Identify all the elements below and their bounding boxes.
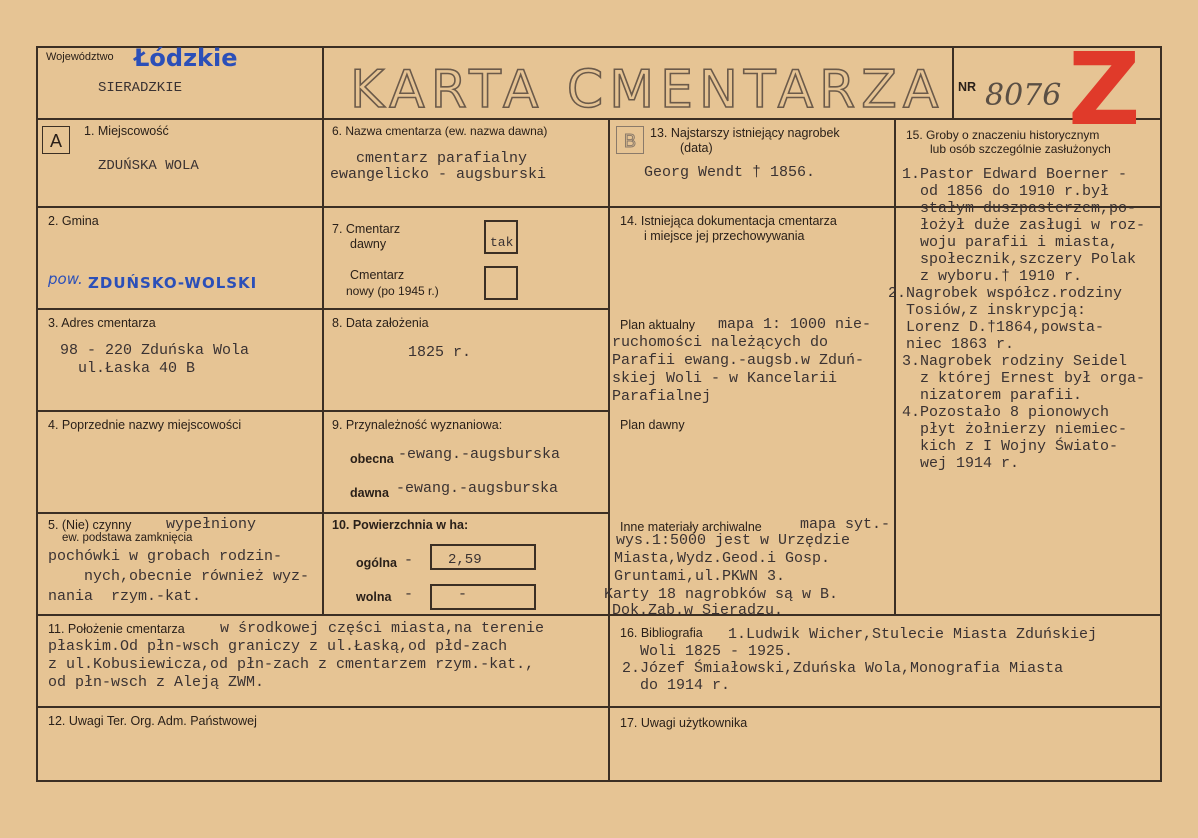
f11-line-3: z ul.Kobusiewicza,od płn-zach z cmentarzem rzym.-kat., [48,656,535,673]
f15-line-2: od 1856 do 1910 r.był [902,183,1110,200]
f5-label-1: 5. (Nie) czynny [48,518,132,532]
f13-value: Georg Wendt † 1856. [644,164,816,181]
f10-free-label: wolna [356,590,392,604]
f14-other-line-1: mapa syt.- [800,516,891,533]
f7-old-label-2: dawny [350,237,387,251]
divider-row6 [36,614,1162,616]
f3-line-1: 98 - 220 Zduńska Wola [60,342,250,359]
f9-current-value: -ewang.-augsburska [398,446,561,463]
f15-line-8: 2.Nagrobek współcz.rodziny [888,285,1123,302]
divider-nr [952,46,954,118]
f16-line-1: 1.Ludwik Wicher,Stulecie Miasta Zduńskiej [728,626,1098,643]
f15-line-3: stałym duszpasterzem,po- [902,200,1137,217]
f5-line-3: nych,obecnie również wyz- [84,568,310,585]
f13-label-2: (data) [680,141,713,155]
f16-label: 16. Bibliografia [620,626,703,640]
f8-value: 1825 r. [408,344,472,361]
f11-label: 11. Położenie cmentarza [48,622,185,636]
f14-plan-line-5: Parafialnej [612,388,712,405]
f10-free-value: - [458,586,468,603]
divider-col2 [608,118,610,782]
f12-label: 12. Uwagi Ter. Org. Adm. Państwowej [48,714,257,728]
f4-label: 4. Poprzednie nazwy miejscowości [48,418,242,432]
f14-label-1: 14. Istniejąca dokumentacja cmentarza [620,214,837,228]
f9-past-value: -ewang.-augsburska [396,480,559,497]
f14-other-line-5: Karty 18 nagrobków są w B. [604,586,839,603]
f15-line-10: Lorenz D.†1864,powsta- [888,319,1105,336]
f15-line-1: 1.Pastor Edward Boerner - [902,166,1128,183]
f7-new-label-2: nowy (po 1945 r.) [346,284,439,298]
divider-row7 [36,706,1162,708]
f11-line-2: płaskim.Od płn-wsch graniczy z ul.Łaską,od płd-zach [48,638,508,655]
f14-plan-past-label: Plan dawny [620,418,685,432]
f3-label: 3. Adres cmentarza [48,316,156,330]
f9-label: 9. Przynależność wyznaniowa: [332,418,503,432]
section-a-box: A [42,126,70,154]
f9-current-label: obecna [350,452,394,466]
f10-label: 10. Powierzchnia w ha: [332,518,469,532]
f3-line-2: ul.Łaska 40 B [78,360,196,377]
divider-col1 [322,46,324,614]
f8-label: 8. Data założenia [332,316,429,330]
wojewodztwo-value: Łódzkie [134,44,238,72]
f15-line-15: 4.Pozostało 8 pionowych [902,404,1110,421]
free-area-field[interactable] [430,584,536,610]
f6-line-1: cmentarz parafialny [356,150,528,167]
nr-value: 8076 [985,78,1062,113]
f15-line-12: 3.Nagrobek rodziny Seidel [902,353,1128,370]
total-area-field[interactable] [430,544,536,570]
f15-line-17: kich z I Wojny Świato- [902,438,1119,455]
f2-label: 2. Gmina [48,214,99,228]
f7-new-label-1: Cmentarz [350,268,405,282]
f14-plan-current-label: Plan aktualny [620,318,696,332]
f5-label-2: ew. podstawa zamknięcia [62,532,193,544]
f15-line-18: wej 1914 r. [902,455,1020,472]
f15-line-9: Tosiów,z inskrypcją: [888,302,1087,319]
f14-other-line-6: Dok.Zab.w Sieradzu. [612,602,784,619]
f13-label-1: 13. Najstarszy istniejący nagrobek [650,126,840,140]
f6-label: 6. Nazwa cmentarza (ew. nazwa dawna) [332,124,548,138]
f15-line-5: woju parafii i miasta, [902,234,1119,251]
old-wojewodztwo: SIERADZKIE [98,80,183,96]
new-cemetery-checkbox[interactable] [484,266,518,300]
f11-line-1: w środkowej części miasta,na terenie [220,620,545,637]
f7-old-value: tak [490,235,514,250]
f5-line-1: wypełniony [166,516,257,533]
f15-line-16: płyt żołnierzy niemiec- [902,421,1128,438]
f9-past-label: dawna [350,486,389,500]
f16-line-4: do 1914 r. [622,677,731,694]
f15-line-6: społecznik,szczery Polak [902,251,1137,268]
f17-label: 17. Uwagi użytkownika [620,716,748,730]
f14-plan-line-4: skiej Woli - w Kancelarii [612,370,838,387]
f15-label-1: 15. Groby o znaczeniu historycznym [906,128,1100,142]
f14-other-line-3: Miasta,Wydz.Geod.i Gosp. [614,550,831,567]
divider-col3 [894,118,896,614]
f14-plan-line-1: mapa 1: 1000 nie- [718,316,872,333]
f10-free-dash: - [404,586,414,603]
f11-line-4: od płn-wsch z Aleją ZWM. [48,674,265,691]
f10-total-dash: - [404,552,414,569]
f15-line-14: nizatorem parafii. [902,387,1083,404]
f14-label-2: i miejsce jej przechowywania [644,229,805,243]
f15-line-4: łożył duże zasługi w roz- [902,217,1146,234]
f5-line-4: nania rzym.-kat. [48,588,202,605]
f2-value: ZDUŃSKO-WOLSKI [88,274,258,292]
f7-old-label-1: 7. Cmentarz [332,222,401,236]
f6-line-2: ewangelicko - augsburski [330,166,547,183]
f14-other-line-4: Gruntami,ul.PKWN 3. [614,568,786,585]
f5-line-2: pochówki w grobach rodzin- [48,548,283,565]
nr-label: NR [958,80,977,94]
f14-other-label: Inne materiały archiwalne [620,520,762,534]
f15-line-11: niec 1863 r. [888,336,1015,353]
f2-prefix: pow. [48,270,83,288]
f14-plan-line-3: Parafii ewang.-augsb.w Zduń- [612,352,865,369]
f10-total-label: ogólna [356,556,397,570]
f10-total-value: 2,59 [448,552,482,568]
wojewodztwo-label: Województwo [46,51,114,63]
corner-letter: Z [1068,31,1141,148]
section-b-box: B [616,126,644,154]
f14-plan-line-2: ruchomości należących do [612,334,829,351]
f14-other-line-2: wys.1:5000 jest w Urzędzie [616,532,851,549]
f15-line-13: z której Ernest był orga- [902,370,1146,387]
card-title: KARTA CMENTARZA [350,60,945,120]
f1-value: ZDUŃSKA WOLA [98,158,199,174]
f15-line-7: z wyboru.† 1910 r. [902,268,1083,285]
f16-line-3: 2.Józef Śmiałowski,Zduńska Wola,Monografia Miasta [622,660,1064,677]
f1-label: 1. Miejscowość [84,124,169,138]
f15-label-2: lub osób szczególnie zasłużonych [930,142,1111,156]
f16-line-2: Woli 1825 - 1925. [622,643,794,660]
